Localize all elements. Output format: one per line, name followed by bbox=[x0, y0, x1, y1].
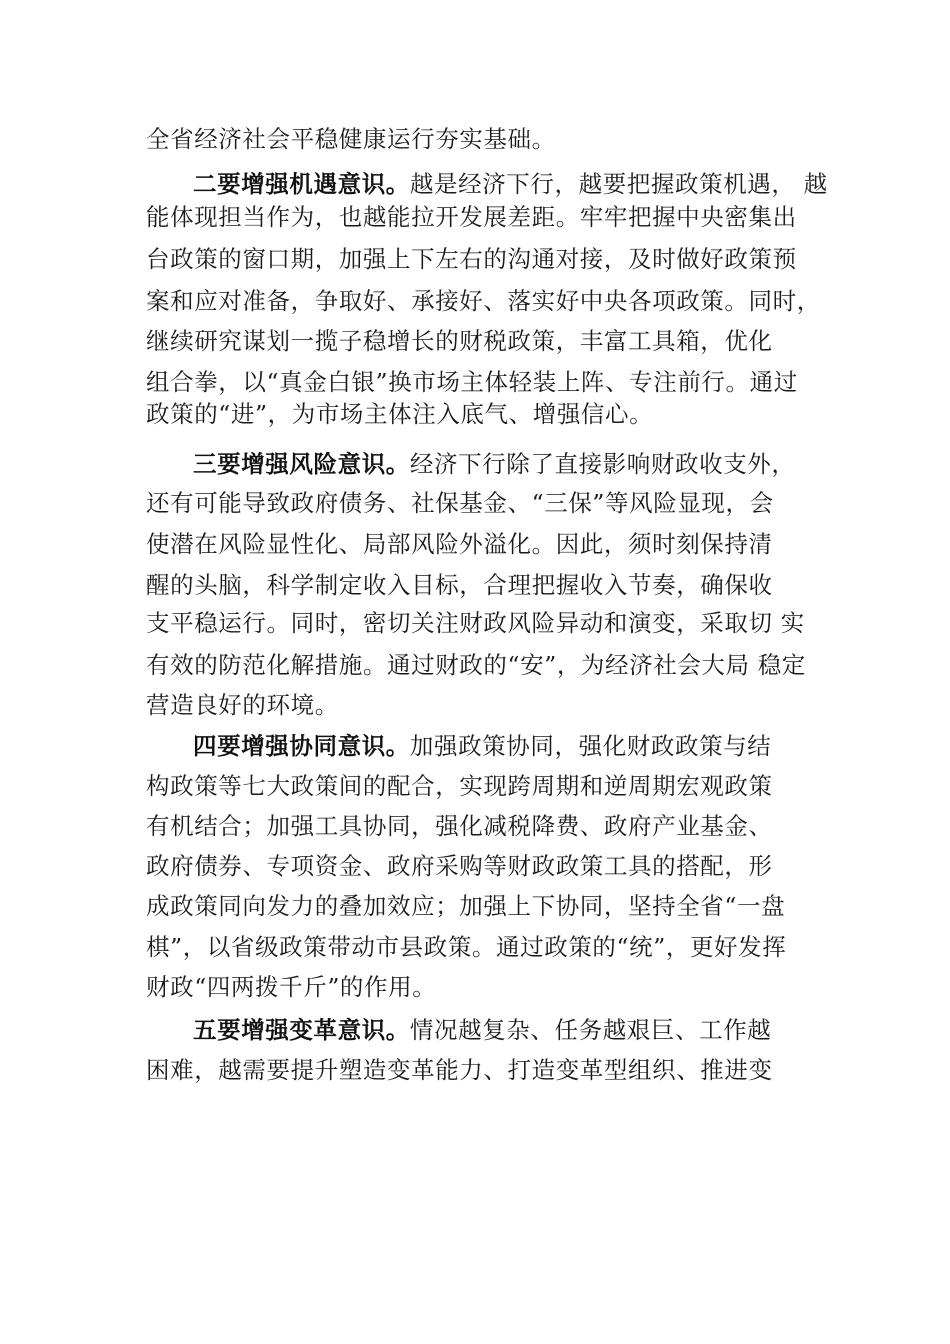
text-line: 营造良好的环境。 bbox=[146, 691, 339, 719]
text-line: 成政策同向发力的叠加效应；加强上下协同，坚持全省“一盘 bbox=[146, 892, 786, 920]
text-line: 组合拳，以“真金白银”换市场主体轻装上阵、专注前行。通过 bbox=[146, 368, 798, 396]
text-line: 财政“四两拨千斤”的作用。 bbox=[146, 973, 437, 1001]
text-line: 政策的“进”，为市场主体注入底气、增强信心。 bbox=[146, 400, 654, 428]
text-line: 支平稳运行。同时，密切关注财政风险异动和演变，采取切 实 bbox=[146, 609, 805, 637]
text-line: 台政策的窗口期，加强上下左右的沟通对接，及时做好政策预 bbox=[146, 245, 797, 273]
text-line: 二要增强机遇意识。越是经济下行，越要把握政策机遇， 越 bbox=[193, 170, 828, 198]
text-line: 三要增强风险意识。经济下行除了直接影响财政收支外， bbox=[193, 450, 796, 478]
text-line: 案和应对准备，争取好、承接好、落实好中央各项政策。同时， bbox=[146, 287, 821, 315]
text-line: 全省经济社会平稳健康运行夯实基础。 bbox=[146, 125, 556, 153]
text-line: 困难，越需要提升塑造变革能力、打造变革型组织、推进变 bbox=[146, 1056, 773, 1084]
section-heading: 三要增强风险意识。 bbox=[193, 450, 410, 478]
text-line: 使潜在风险显性化、局部风险外溢化。因此，须时刻保持清 bbox=[146, 530, 773, 558]
text-line: 醒的头脑，科学制定收入目标，合理把握收入节奏，确保收 bbox=[146, 571, 773, 599]
text-line: 五要增强变革意识。情况越复杂、任务越艰巨、工作越 bbox=[193, 1016, 772, 1044]
text-line: 继续研究谋划一揽子稳增长的财税政策，丰富工具箱，优化 bbox=[146, 327, 773, 355]
text-line: 构政策等七大政策间的配合，实现跨周期和逆周期宏观政策 bbox=[146, 772, 773, 800]
text-line: 四要增强协同意识。加强政策协同，强化财政政策与结 bbox=[193, 732, 772, 760]
text-line: 有效的防范化解措施。通过财政的“安”，为经济社会大局 稳定 bbox=[146, 651, 806, 679]
section-heading: 四要增强协同意识。 bbox=[193, 732, 410, 760]
text-line: 棋”，以省级政策带动市县政策。通过政策的“统”，更好发挥 bbox=[146, 933, 787, 961]
text-line: 能体现担当作为，也越能拉开发展差距。牢牢把握中央密集出 bbox=[146, 203, 797, 231]
text-line: 政府债券、专项资金、政府采购等财政政策工具的搭配，形 bbox=[146, 852, 773, 880]
section-heading: 五要增强变革意识。 bbox=[193, 1016, 410, 1044]
text-line: 有机结合；加强工具协同，强化减税降费、政府产业基金、 bbox=[146, 812, 773, 840]
text-line: 还有可能导致政府债务、社保基金、“三保”等风险显现，会 bbox=[146, 489, 774, 517]
section-heading: 二要增强机遇意识。 bbox=[193, 170, 410, 198]
